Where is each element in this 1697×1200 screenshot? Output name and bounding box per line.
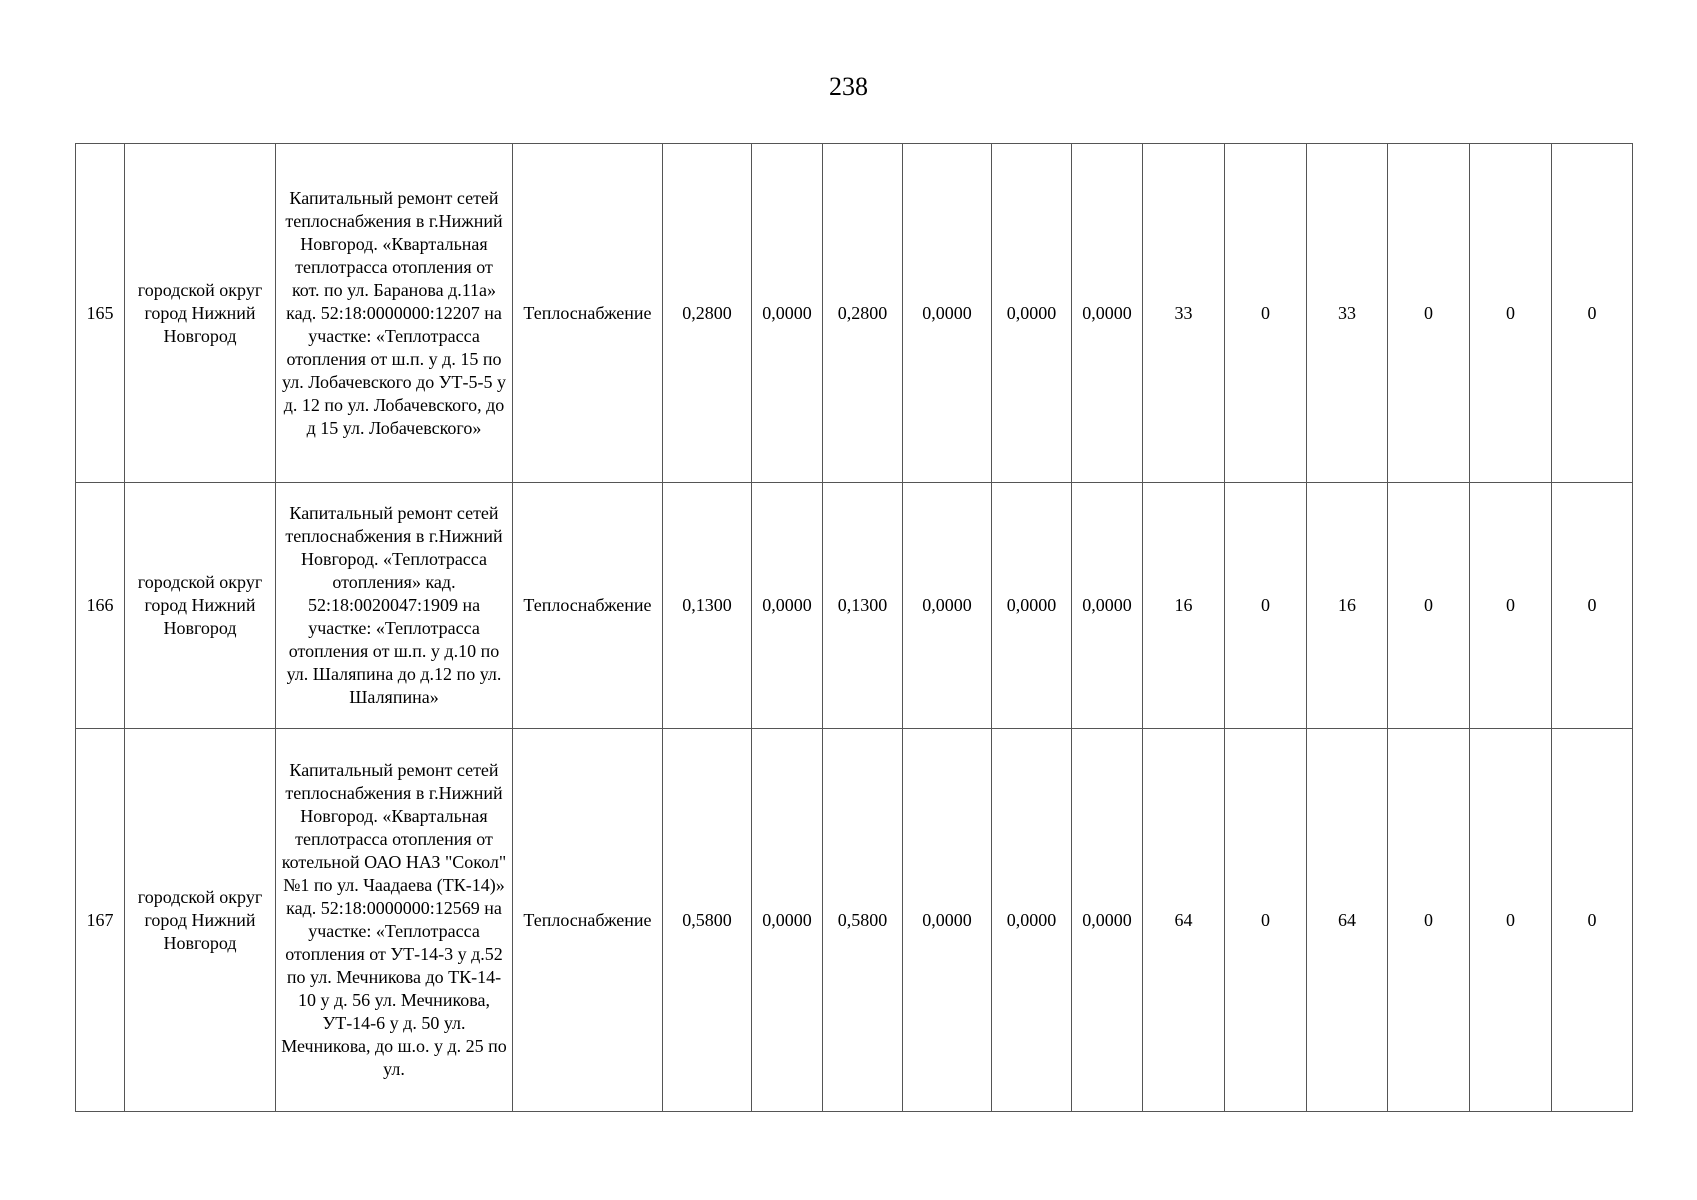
value-cell: 0 (1388, 729, 1470, 1112)
value-cell: 33 (1307, 144, 1388, 483)
value-cell: 0,0000 (1072, 144, 1143, 483)
value-cell: 0 (1470, 729, 1552, 1112)
table-row (76, 483, 1633, 729)
value-cell: 0 (1225, 483, 1307, 729)
value-cell: 0 (1552, 729, 1633, 1112)
value-cell: 0 (1225, 729, 1307, 1112)
value-cell: 0 (1470, 483, 1552, 729)
value-cell: 0,2800 (823, 144, 903, 483)
description-cell: Капитальный ремонт сетей теплоснабжения в г.Нижний Новгород. «Теплотрасса отопления» кад. 52:18:0020047:1909 на участке: «Теплотрасса отопления от ш.п. у д.10 по ул. Шаляпина до д.12 по ул. Шаляпина» (276, 483, 513, 729)
value-cell: 0,0000 (992, 729, 1072, 1112)
value-cell: 0 (1388, 483, 1470, 729)
value-cell: 0,0000 (1072, 483, 1143, 729)
description-cell: Капитальный ремонт сетей теплоснабжения в г.Нижний Новгород. «Квартальная теплотрасса отопления от котельной ОАО НАЗ "Сокол" №1 по ул. Чаадаева (ТК-14)» кад. 52:18:0000000:12569 на участке: «Теплотрасса отопления от УТ-14-3 у д.52 по ул. Мечникова до ТК-14-10 у д. 56 ул. Мечникова, УТ-14-6 у д. 50 ул. Мечникова, до ш.о. у д. 25 по ул. (276, 729, 513, 1112)
value-cell: 0,5800 (823, 729, 903, 1112)
row-number: 165 (76, 144, 125, 483)
value-cell: 0,1300 (823, 483, 903, 729)
value-cell: 33 (1143, 144, 1225, 483)
type-cell: Теплоснабжение (513, 729, 663, 1112)
value-cell: 0 (1552, 144, 1633, 483)
value-cell: 0,0000 (903, 729, 992, 1112)
territory-cell: городской округ город Нижний Новгород (125, 483, 276, 729)
row-number: 167 (76, 729, 125, 1112)
value-cell: 0 (1388, 144, 1470, 483)
value-cell: 0,0000 (752, 483, 823, 729)
value-cell: 64 (1307, 729, 1388, 1112)
value-cell: 0,1300 (663, 483, 752, 729)
value-cell: 16 (1307, 483, 1388, 729)
value-cell: 0 (1225, 144, 1307, 483)
value-cell: 64 (1143, 729, 1225, 1112)
value-cell: 0 (1470, 144, 1552, 483)
value-cell: 0,0000 (992, 144, 1072, 483)
value-cell: 0,2800 (663, 144, 752, 483)
value-cell: 0,0000 (903, 144, 992, 483)
table-row (76, 729, 1633, 1112)
page-number: 238 (829, 72, 868, 101)
value-cell: 16 (1143, 483, 1225, 729)
value-cell: 0,0000 (752, 729, 823, 1112)
territory-cell: городской округ город Нижний Новгород (125, 729, 276, 1112)
value-cell: 0,0000 (903, 483, 992, 729)
data-table (75, 143, 1633, 1112)
table-row (76, 144, 1633, 483)
value-cell: 0 (1552, 483, 1633, 729)
value-cell: 0,0000 (992, 483, 1072, 729)
type-cell: Теплоснабжение (513, 483, 663, 729)
type-cell: Теплоснабжение (513, 144, 663, 483)
value-cell: 0,0000 (1072, 729, 1143, 1112)
description-cell: Капитальный ремонт сетей теплоснабжения в г.Нижний Новгород. «Квартальная теплотрасса отопления от кот. по ул. Баранова д.11а» кад. 52:18:0000000:12207 на участке: «Теплотрасса отопления от ш.п. у д. 15 по ул. Лобачевского до УТ-5-5 у д. 12 по ул. Лобачевского, до д 15 ул. Лобачевского» (276, 144, 513, 483)
row-number: 166 (76, 483, 125, 729)
value-cell: 0,5800 (663, 729, 752, 1112)
value-cell: 0,0000 (752, 144, 823, 483)
territory-cell: городской округ город Нижний Новгород (125, 144, 276, 483)
